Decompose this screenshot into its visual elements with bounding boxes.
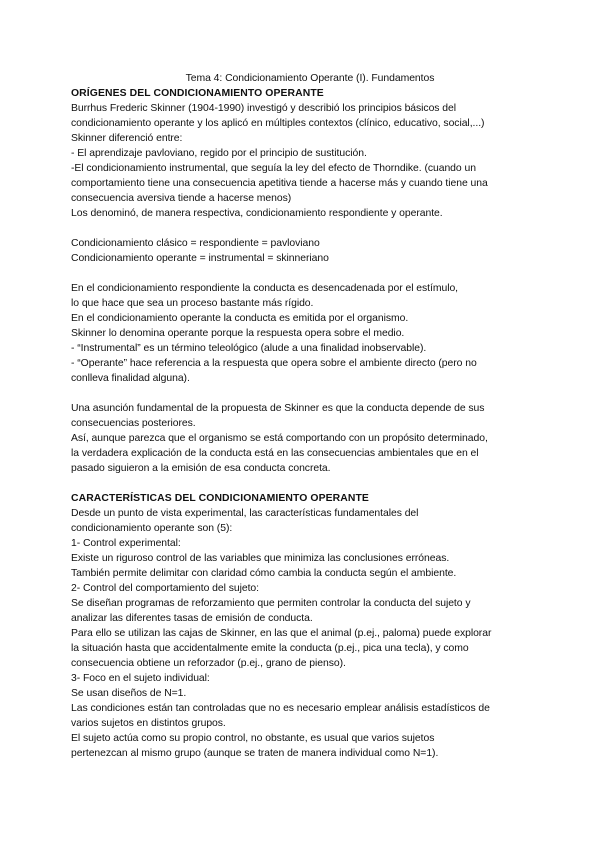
text-line: Condicionamiento clásico = respondiente = pavloviano bbox=[71, 238, 320, 249]
paragraph-gap bbox=[71, 266, 541, 281]
document-title: Tema 4: Condicionamiento Operante (I). Fundamentos bbox=[185, 73, 435, 84]
text-line: Skinner lo denomina operante porque la respuesta opera sobre el medio. bbox=[71, 328, 405, 339]
section-caracteristicas-body bbox=[71, 506, 541, 761]
text-line: Existe un riguroso control de las variables que minimiza las conclusiones erróneas. bbox=[71, 553, 450, 564]
paragraph-gap bbox=[71, 476, 541, 491]
text-line: Skinner diferenció entre: bbox=[71, 133, 183, 144]
text-line: - El aprendizaje pavloviano, regido por el principio de sustitución. bbox=[71, 148, 367, 159]
text-line: la situación hasta que accidentalmente emite la conducta (p.ej., pica una tecla), y como bbox=[71, 643, 469, 654]
list-item-heading: 1- Control experimental: bbox=[71, 538, 181, 549]
text-line: comportamiento tiene una consecuencia apetitiva tiende a hacerse más y cuando tiene una bbox=[71, 178, 488, 189]
document-page bbox=[71, 71, 541, 761]
paragraph-respondiente-operante bbox=[71, 281, 541, 386]
text-line: pasado siguieron a la emisión de esa conducta concreta. bbox=[71, 463, 331, 474]
paragraph-asuncion bbox=[71, 401, 541, 476]
text-line: consecuencia aversiva tiende a hacerse menos) bbox=[71, 193, 292, 204]
text-line: -El condicionamiento instrumental, que seguía la ley del efecto de Thorndike. (cuando un bbox=[71, 163, 476, 174]
text-line: consecuencias posteriores. bbox=[71, 418, 196, 429]
text-line: pertenezcan al mismo grupo (aunque se traten de manera individual como N=1). bbox=[71, 748, 439, 759]
section-heading-caracteristicas: CARACTERÍSTICAS DEL CONDICIONAMIENTO OPERANTE bbox=[71, 493, 369, 504]
text-line: Se usan diseños de N=1. bbox=[71, 688, 187, 699]
text-line: - “Instrumental” es un término teleológico (alude a una finalidad inobservable). bbox=[71, 343, 427, 354]
text-line: analizar las diferentes tasas de emisión de conducta. bbox=[71, 613, 313, 624]
section-origenes-intro bbox=[71, 101, 541, 221]
text-line: También permite delimitar con claridad cómo cambia la conducta según el ambiente. bbox=[71, 568, 457, 579]
text-line: Condicionamiento operante = instrumental = skinneriano bbox=[71, 253, 329, 264]
text-line: consecuencia obtiene un reforzador (p.ej., grano de pienso). bbox=[71, 658, 346, 669]
text-line: condicionamiento operante y los aplicó en múltiples contextos (clínico, educativo, social,...) bbox=[71, 118, 485, 129]
text-line: Los denominó, de manera respectiva, condicionamiento respondiente y operante. bbox=[71, 208, 443, 219]
equivalences bbox=[71, 236, 541, 266]
text-line: Desde un punto de vista experimental, las características fundamentales del bbox=[71, 508, 419, 519]
paragraph-gap bbox=[71, 386, 541, 401]
text-line: varios sujetos en distintos grupos. bbox=[71, 718, 226, 729]
text-line: En el condicionamiento operante la conducta es emitida por el organismo. bbox=[71, 313, 409, 324]
text-line: la verdadera explicación de la conducta está en las consecuencias ambientales que en el bbox=[71, 448, 479, 459]
text-line: lo que hace que sea un proceso bastante más rígido. bbox=[71, 298, 314, 309]
text-line: En el condicionamiento respondiente la conducta es desencadenada por el estímulo, bbox=[71, 283, 459, 294]
text-line: condicionamiento operante son (5): bbox=[71, 523, 233, 534]
text-line: Burrhus Frederic Skinner (1904-1990) investigó y describió los principios básicos del bbox=[71, 103, 457, 114]
paragraph-gap bbox=[71, 221, 541, 236]
section-heading-origenes: ORÍGENES DEL CONDICIONAMIENTO OPERANTE bbox=[71, 88, 324, 99]
text-line: Se diseñan programas de reforzamiento que permiten controlar la conducta del sujeto y bbox=[71, 598, 471, 609]
text-line: Así, aunque parezca que el organismo se está comportando con un propósito determinado, bbox=[71, 433, 488, 444]
list-item-heading: 2- Control del comportamiento del sujeto: bbox=[71, 583, 259, 594]
text-line: conlleva finalidad alguna). bbox=[71, 373, 190, 384]
text-line: Las condiciones están tan controladas que no es necesario emplear análisis estadísticos de bbox=[71, 703, 490, 714]
list-item-heading: 3- Foco en el sujeto individual: bbox=[71, 673, 210, 684]
text-line: Para ello se utilizan las cajas de Skinner, en las que el animal (p.ej., paloma) puede explorar bbox=[71, 628, 492, 639]
text-line: - “Operante” hace referencia a la respuesta que opera sobre el ambiente directo (pero no bbox=[71, 358, 477, 369]
text-line: Una asunción fundamental de la propuesta de Skinner es que la conducta depende de sus bbox=[71, 403, 485, 414]
text-line: El sujeto actúa como su propio control, no obstante, es usual que varios sujetos bbox=[71, 733, 435, 744]
